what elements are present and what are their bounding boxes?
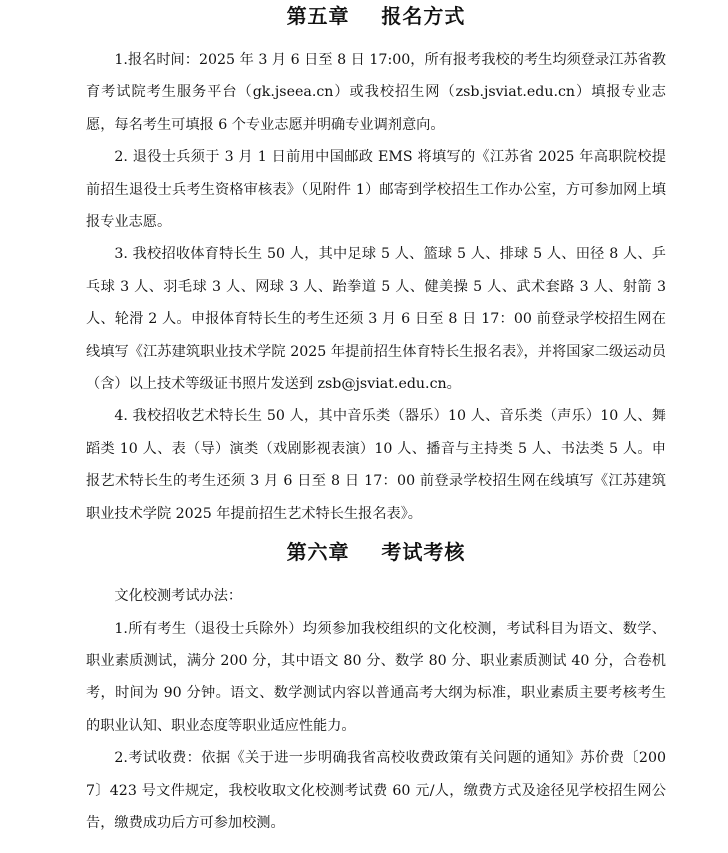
chapter-6-paragraph-intro: 文化校测考试办法： (114, 588, 243, 605)
chapter-6-paragraph-1: 1.所有考生（退役士兵除外）均须参加我校组织的文化校测，考试科目为语文、数学、职业素质测试，满分 200 分，其中语文 80 分、数学 80 分、职业素质测试 40 分，合卷机考，时间为 90 分钟。语文、数学测试内容以普通高考大纲为标准，职业素质主要考核考生的职业认知、职业态度等职业适应性能力。 (86, 620, 666, 734)
chapter-5-title: 第五章 报名方式 (286, 4, 466, 28)
chapter-5-paragraph-2: 2. 退役士兵须于 3 月 1 日前用中国邮政 EMS 将填写的《江苏省 2025 年高职院校提前招生退役士兵考生资格审核表》（见附件 1）邮寄到学校招生工作办公室，方可参加网上填报专业志愿。 (86, 149, 666, 231)
chapter-6-paragraph-2: 2.考试收费：依据《关于进一步明确我省高校收费政策有关问题的通知》苏价费〔2007〕423 号文件规定，我校收取文化校测考试费 60 元/人，缴费方式及途径见学校招生网公告，缴费成功后方可参加校测。 (86, 750, 666, 831)
chapter-5-paragraph-1: 1.报名时间：2025 年 3 月 6 日至 8 日 17:00，所有报考我校的考生均须登录江苏省教育考试院考生服务平台（gk.jseea.cn）或我校招生网（zsb.jsviat.edu.cn）填报专业志愿，每名考生可填报 6 个专业志愿并明确专业调剂意向。 (86, 52, 666, 133)
chapter-5-paragraph-3: 3. 我校招收体育特长生 50 人，其中足球 5 人、篮球 5 人、排球 5 人、田径 8 人、乒乓球 3 人、羽毛球 3 人、网球 3 人、跆拳道 5 人、健美操 5 人、武术套路 3 人、射箭 3 人、轮滑 2 人。申报体育特长生的考生还须 3 月 6 日至 8 日 17：00 前登录学校招生网在线填写《江苏建筑职业技术学院 2025 年提前招生体育特长生报名表》，并将国家二级运动员（含）以上技术等级证书照片发送到 zsb@jsviat.edu.cn。 (86, 246, 666, 393)
chapter-6-title: 第六章 考试考核 (286, 540, 466, 565)
chapter-5-paragraph-4: 4. 我校招收艺术特长生 50 人，其中音乐类（器乐）10 人、音乐类（声乐）10 人、舞蹈类 10 人、表（导）演类（戏剧影视表演）10 人、播音与主持类 5 人、书法类 5 人。申报艺术特长生的考生还须 3 月 6 日至 8 日 17：00 前登录学校招生网在线填写《江苏建筑职业技术学院 2025 年提前招生艺术特长生报名表》。 (86, 408, 666, 522)
